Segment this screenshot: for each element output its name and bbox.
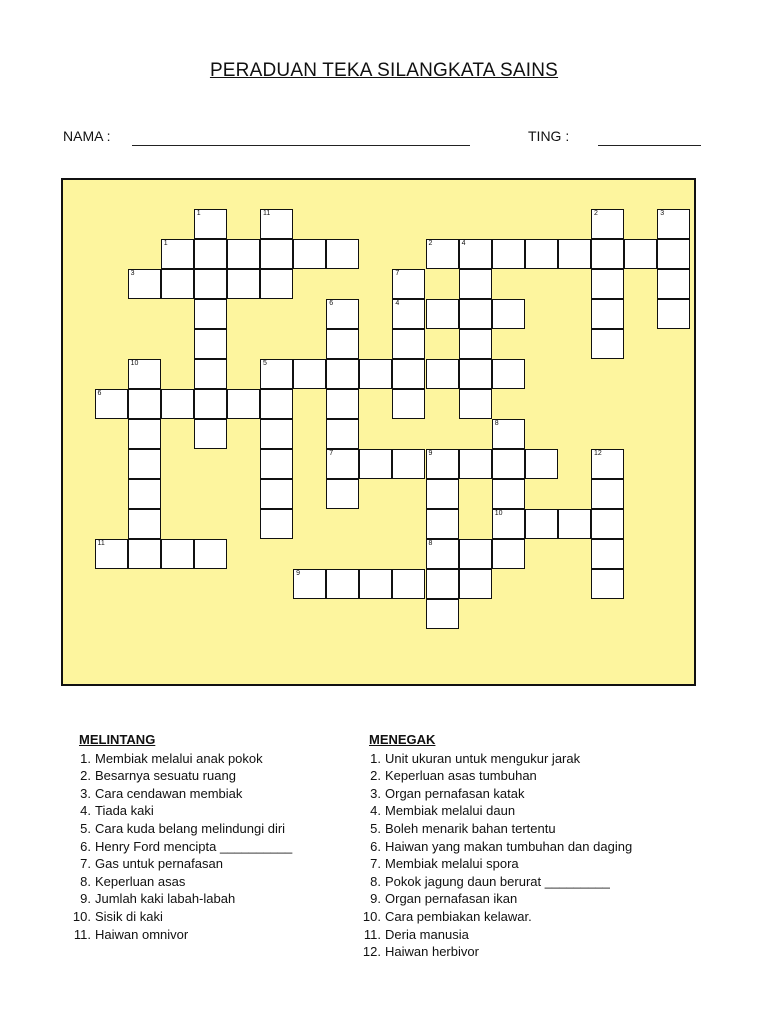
down-clues [358, 731, 632, 961]
clue-text: Cara kuda belang melindungi diri [95, 820, 286, 836]
crossword-cell[interactable] [95, 539, 128, 569]
crossword-cell[interactable] [591, 479, 624, 509]
crossword-cell[interactable] [492, 479, 525, 509]
across-clue [68, 767, 292, 785]
across-heading: MELINTANG [79, 732, 156, 747]
crossword-cell[interactable] [194, 539, 227, 569]
crossword-cell[interactable] [260, 479, 293, 509]
clue-text: Sisik di kaki [95, 908, 163, 924]
clue-number: 11. [73, 926, 91, 942]
crossword-cell[interactable] [194, 239, 227, 269]
cell-number: 8 [494, 420, 499, 427]
across-clue [68, 802, 292, 820]
clue-text: Deria manusia [385, 926, 469, 942]
cell-number: 10 [494, 510, 503, 517]
across-clue [68, 926, 292, 944]
crossword-cell[interactable] [194, 329, 227, 359]
clue-text: Membiak melalui spora [385, 856, 519, 872]
clue-text: Besarnya sesuatu ruang [95, 768, 236, 784]
crossword-cell[interactable] [194, 419, 227, 449]
clue-text: Boleh menarik bahan tertentu [385, 820, 556, 836]
clue-number: 1. [80, 750, 91, 766]
clue-number: 9. [370, 891, 381, 907]
crossword-cell[interactable] [161, 269, 194, 299]
clue-number: 4. [370, 803, 381, 819]
crossword-cell[interactable] [260, 509, 293, 539]
crossword-cell[interactable] [591, 299, 624, 329]
crossword-cell[interactable] [492, 449, 525, 479]
clue-text: Haiwan omnivor [95, 926, 189, 942]
class-label: TING : [528, 128, 570, 144]
clue-text: Haiwan yang makan tumbuhan dan daging [385, 838, 633, 854]
clue-number: 10. [72, 908, 91, 924]
crossword-cell[interactable] [326, 479, 359, 509]
crossword-cell[interactable] [392, 389, 425, 419]
down-clue [358, 855, 632, 873]
crossword-cell[interactable] [260, 419, 293, 449]
crossword-cell[interactable] [128, 359, 161, 389]
down-clue [358, 750, 632, 768]
class-field[interactable] [598, 145, 701, 146]
crossword-cell[interactable] [161, 539, 194, 569]
crossword-cell[interactable] [459, 269, 492, 299]
crossword-cell[interactable] [293, 569, 326, 599]
cell-number: 10 [130, 360, 139, 367]
crossword-cell[interactable] [558, 239, 591, 269]
crossword-cell[interactable] [426, 299, 459, 329]
crossword-cell[interactable] [392, 449, 425, 479]
clue-text: Organ pernafasan ikan [385, 891, 518, 907]
crossword-cell[interactable] [459, 569, 492, 599]
down-clue [358, 767, 632, 785]
across-clue [68, 855, 292, 873]
crossword-cell[interactable] [359, 449, 392, 479]
clue-text: Pokok jagung daun berurat _________ [385, 873, 610, 889]
crossword-cell[interactable] [426, 539, 459, 569]
cell-number: 12 [594, 450, 602, 457]
clue-number: 1. [370, 750, 381, 766]
clue-text: Unit ukuran untuk mengukur jarak [385, 750, 581, 766]
crossword-cell[interactable] [392, 329, 425, 359]
cell-number: 4 [461, 240, 466, 247]
clue-text: Organ pernafasan katak [385, 785, 525, 801]
crossword-cell[interactable] [326, 329, 359, 359]
clue-text: Cara cendawan membiak [95, 785, 243, 801]
cell-number: 9 [428, 450, 433, 457]
clue-number: 11. [363, 926, 381, 942]
clue-number: 5. [370, 820, 381, 836]
crossword-cell[interactable] [293, 239, 326, 269]
name-field[interactable] [132, 145, 470, 146]
clue-number: 8. [370, 873, 381, 889]
across-clue [68, 908, 292, 926]
crossword-cell[interactable] [359, 359, 392, 389]
crossword-cell[interactable] [161, 239, 194, 269]
clue-number: 6. [370, 838, 381, 854]
crossword-cell[interactable] [426, 479, 459, 509]
crossword-cell[interactable] [227, 389, 260, 419]
across-clue [68, 873, 292, 891]
crossword-cell[interactable] [657, 209, 690, 239]
crossword-cell[interactable] [326, 299, 359, 329]
crossword-cell[interactable] [260, 389, 293, 419]
crossword-cell[interactable] [492, 509, 525, 539]
crossword-cell[interactable] [161, 389, 194, 419]
crossword-cell[interactable] [558, 509, 591, 539]
cell-number: 4 [395, 300, 400, 307]
crossword-cell[interactable] [260, 209, 293, 239]
crossword-cell[interactable] [326, 389, 359, 419]
crossword-cell[interactable] [591, 449, 624, 479]
clue-text: Jumlah kaki labah-labah [95, 891, 236, 907]
down-clue [358, 802, 632, 820]
crossword-cell[interactable] [459, 359, 492, 389]
crossword-cell[interactable] [95, 389, 128, 419]
crossword-cell[interactable] [128, 419, 161, 449]
clue-number: 6. [80, 838, 91, 854]
cell-number: 1 [196, 210, 201, 217]
clue-number: 8. [80, 873, 91, 889]
clue-text: Cara pembiakan kelawar. [385, 908, 532, 924]
crossword-cell[interactable] [426, 569, 459, 599]
crossword-cell[interactable] [426, 449, 459, 479]
cell-number: 3 [660, 210, 665, 217]
crossword-cell[interactable] [492, 239, 525, 269]
cell-number: 3 [130, 270, 135, 277]
crossword-cell[interactable] [326, 569, 359, 599]
cell-number: 5 [263, 360, 267, 367]
cell-number: 11 [97, 540, 105, 547]
clue-number: 2. [370, 768, 381, 784]
clue-text: Membiak melalui daun [385, 803, 516, 819]
crossword-cell[interactable] [194, 209, 227, 239]
down-clue-list [358, 750, 632, 961]
clue-number: 10. [362, 908, 381, 924]
crossword-cell[interactable] [624, 239, 657, 269]
crossword-cell[interactable] [426, 239, 459, 269]
cell-number: 7 [395, 270, 400, 277]
crossword-cell[interactable] [194, 269, 227, 299]
crossword-cell[interactable] [128, 389, 161, 419]
crossword-cell[interactable] [326, 449, 359, 479]
crossword-cell[interactable] [426, 509, 459, 539]
crossword-cell[interactable] [128, 269, 161, 299]
down-clue [358, 838, 632, 856]
crossword-cell[interactable] [591, 539, 624, 569]
clue-text: Tiada kaki [95, 803, 154, 819]
page-title: PERADUAN TEKA SILANGKATA SAINS [209, 60, 559, 81]
crossword-cell[interactable] [194, 359, 227, 389]
clue-text: Membiak melalui anak pokok [95, 750, 263, 766]
clue-text: Gas untuk pernafasan [95, 856, 223, 872]
crossword-cell[interactable] [459, 299, 492, 329]
crossword-cell[interactable] [227, 269, 260, 299]
across-clue [68, 785, 292, 803]
crossword-cell[interactable] [392, 269, 425, 299]
crossword-cell[interactable] [657, 299, 690, 329]
crossword-cell[interactable] [128, 479, 161, 509]
clue-number: 7. [370, 856, 381, 872]
clue-number: 5. [80, 820, 91, 836]
across-clue [68, 838, 292, 856]
crossword-cell[interactable] [459, 329, 492, 359]
crossword-cell[interactable] [492, 539, 525, 569]
crossword-cell[interactable] [426, 359, 459, 389]
crossword-cell[interactable] [459, 449, 492, 479]
down-clue [358, 908, 632, 926]
crossword-cell[interactable] [326, 419, 359, 449]
crossword-cell[interactable] [392, 569, 425, 599]
cell-number: 11 [263, 210, 271, 217]
cell-number: 6 [97, 390, 102, 397]
crossword-cell[interactable] [260, 359, 293, 389]
cell-number: 2 [594, 210, 598, 217]
cell-number: 1 [163, 240, 168, 247]
crossword-cell[interactable] [260, 449, 293, 479]
across-clue [68, 750, 292, 768]
clue-text: Keperluan asas tumbuhan [385, 768, 537, 784]
crossword-cell[interactable] [260, 269, 293, 299]
across-clue [68, 890, 292, 908]
down-clue [358, 890, 632, 908]
crossword-cell[interactable] [194, 299, 227, 329]
crossword-board [61, 178, 696, 686]
crossword-cell[interactable] [227, 239, 260, 269]
clue-number: 12. [362, 944, 381, 960]
crossword-cell[interactable] [591, 569, 624, 599]
crossword-cell[interactable] [359, 569, 392, 599]
cell-number: 9 [296, 570, 300, 577]
crossword-cell[interactable] [657, 269, 690, 299]
down-clue [358, 785, 632, 803]
crossword-cell[interactable] [194, 389, 227, 419]
name-label: NAMA : [63, 128, 111, 144]
across-clues [68, 731, 292, 943]
down-clue [358, 926, 632, 944]
cell-number: 8 [428, 540, 433, 547]
crossword-cell[interactable] [326, 359, 359, 389]
crossword-cell[interactable] [128, 449, 161, 479]
crossword-cell[interactable] [293, 359, 326, 389]
crossword-cell[interactable] [492, 359, 525, 389]
crossword-cell[interactable] [459, 389, 492, 419]
crossword-cell[interactable] [260, 239, 293, 269]
across-clue [68, 820, 292, 838]
crossword-cell[interactable] [392, 359, 425, 389]
crossword-cell[interactable] [492, 419, 525, 449]
crossword-cell[interactable] [657, 239, 690, 269]
clue-text: Keperluan asas [95, 873, 186, 889]
cell-number: 6 [329, 300, 334, 307]
clue-number: 2. [80, 768, 91, 784]
crossword-cell[interactable] [392, 299, 425, 329]
crossword-cell[interactable] [591, 239, 624, 269]
crossword-cell[interactable] [459, 539, 492, 569]
crossword-cell[interactable] [525, 239, 558, 269]
clue-number: 7. [80, 856, 91, 872]
crossword-cell[interactable] [492, 299, 525, 329]
clue-number: 3. [370, 785, 381, 801]
down-clue [358, 943, 632, 961]
crossword-cell[interactable] [459, 239, 492, 269]
clue-number: 9. [80, 891, 91, 907]
crossword-cell[interactable] [591, 509, 624, 539]
clue-text: Henry Ford mencipta __________ [95, 838, 293, 854]
down-clue [358, 873, 632, 891]
crossword-cell[interactable] [591, 269, 624, 299]
crossword-cell[interactable] [426, 599, 459, 629]
crossword-cell[interactable] [591, 329, 624, 359]
clue-text: Haiwan herbivor [385, 944, 479, 960]
crossword-cell[interactable] [591, 209, 624, 239]
crossword-cell[interactable] [525, 449, 558, 479]
across-clue-list [68, 750, 292, 944]
crossword-cell[interactable] [525, 509, 558, 539]
crossword-cell[interactable] [128, 509, 161, 539]
crossword-cell[interactable] [326, 239, 359, 269]
crossword-cell[interactable] [128, 539, 161, 569]
down-clue [358, 820, 632, 838]
clue-number: 3. [80, 785, 91, 801]
down-heading: MENEGAK [369, 732, 436, 747]
cell-number: 7 [329, 450, 334, 457]
cell-number: 2 [428, 240, 433, 247]
clue-number: 4. [80, 803, 91, 819]
